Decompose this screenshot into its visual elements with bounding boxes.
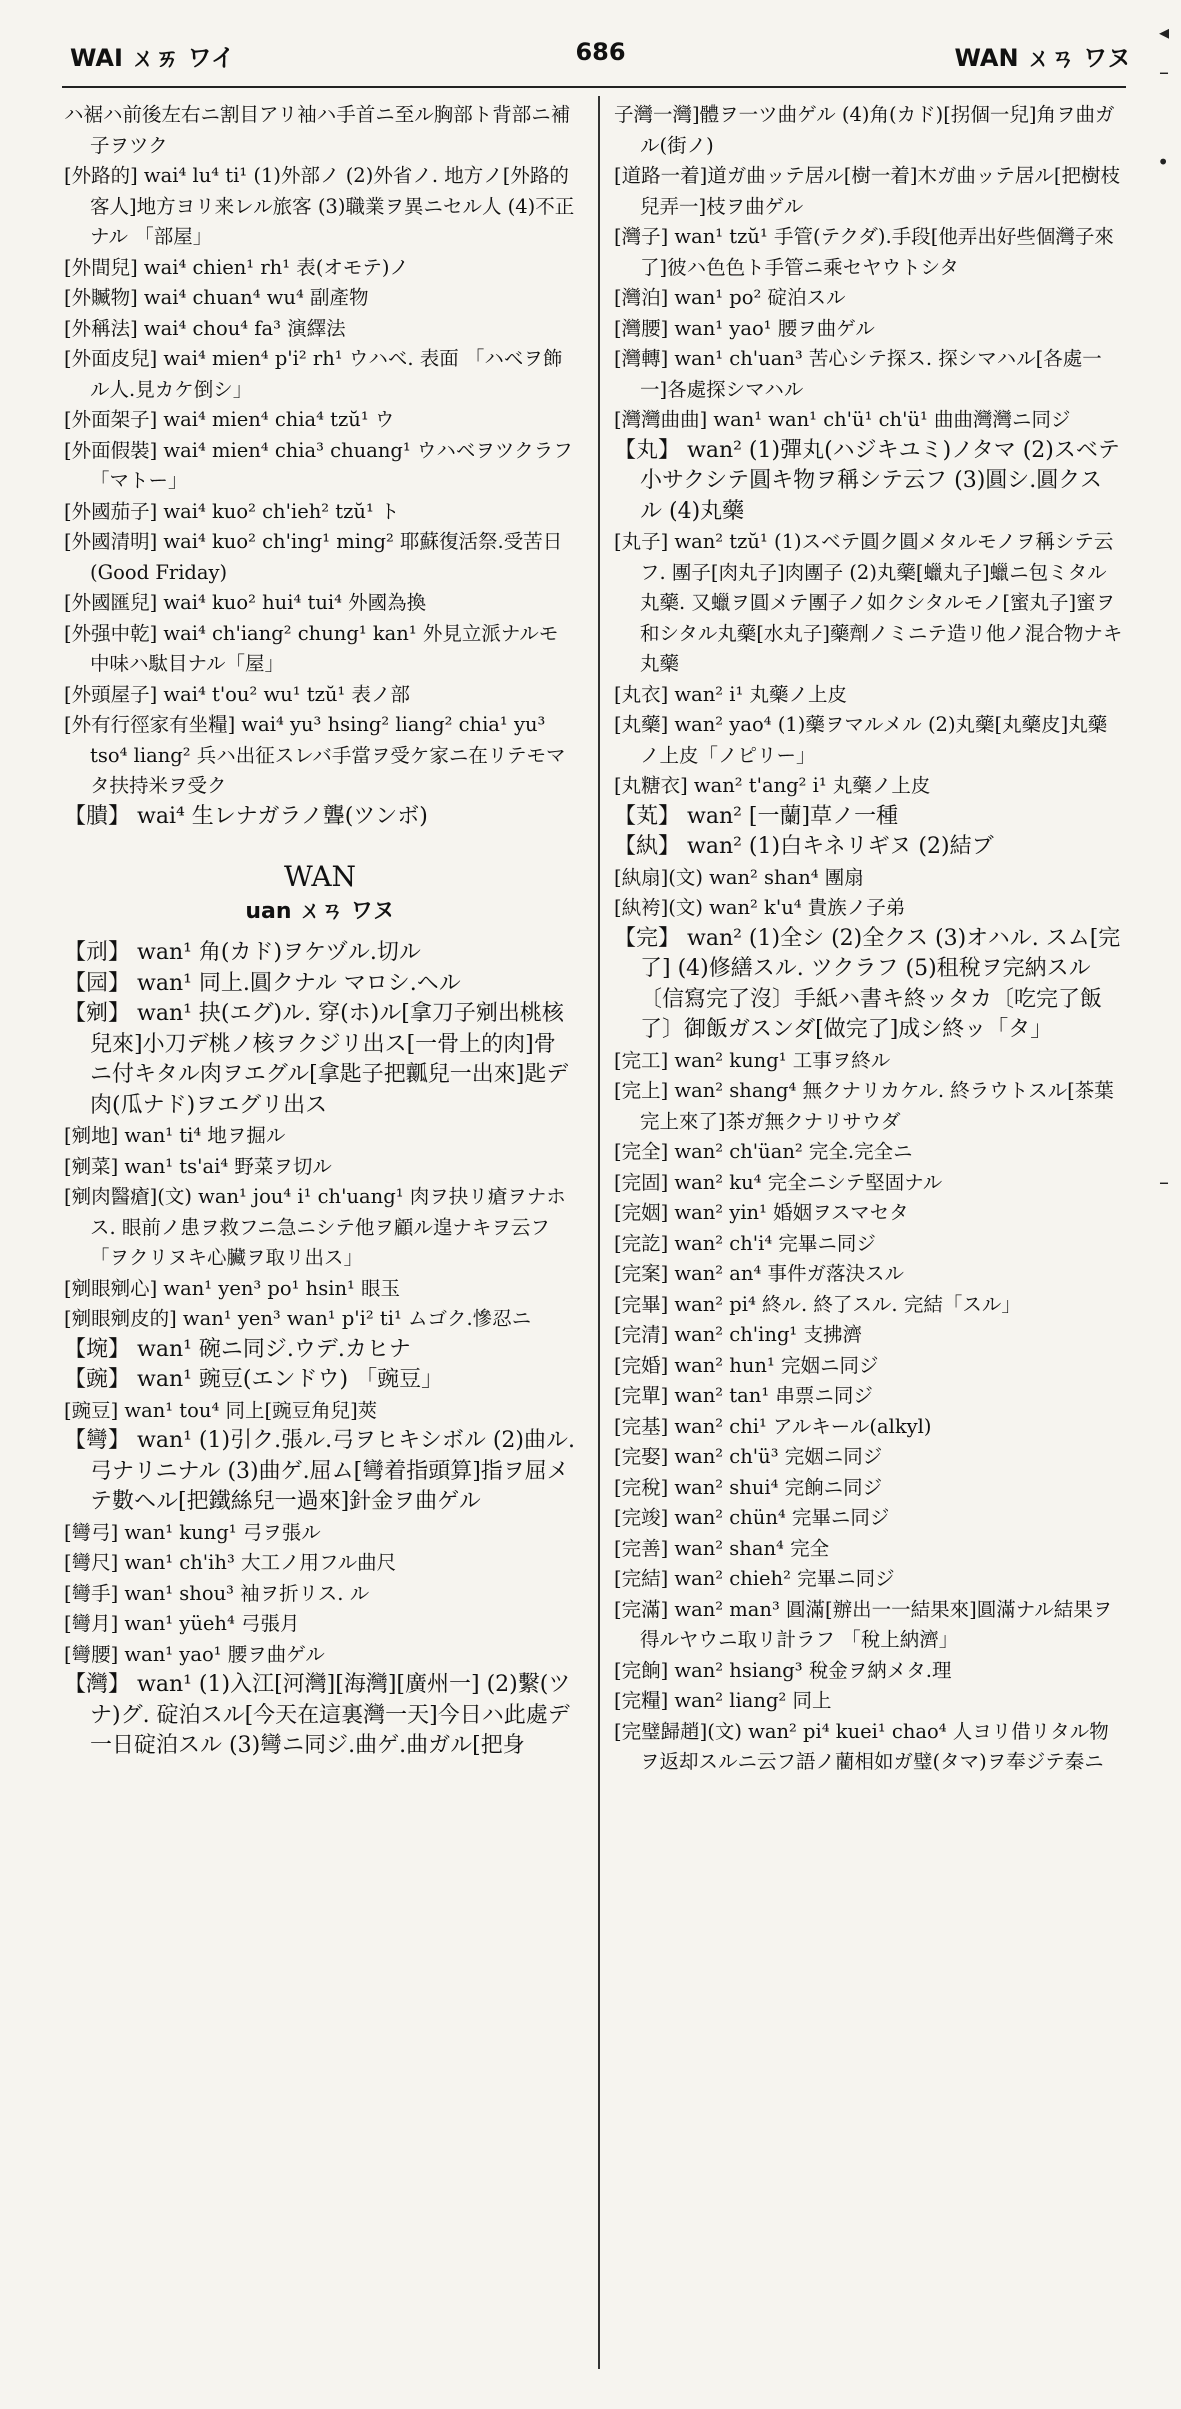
margin-marks (1149, 20, 1173, 2020)
section-title: WAN (283, 860, 357, 893)
dictionary-entry: [完固] wan² ku⁴ 完全ニシテ堅固ナル (614, 1170, 943, 1194)
dictionary-entry: [彎月] wan¹ yüeh⁴ 弓張月 (64, 1612, 300, 1635)
page-number: 686 (575, 38, 626, 66)
dictionary-entry: 【豌】 wan¹ 豌豆(エンドウ) 「豌豆」 (64, 1367, 444, 1392)
dictionary-entry: [剜眼剜心] wan¹ yen³ po¹ hsin¹ 眼玉 (64, 1276, 401, 1300)
dictionary-entry: [完基] wan² chi¹ アルキール(alkyl) (614, 1414, 932, 1438)
dictionary-entry: [剜眼剜皮的] wan¹ yen³ wan¹ p'i² ti¹ ムゴク.慘忍ニ (64, 1307, 532, 1330)
dictionary-entry: [丸糖衣] wan² t'ang² i¹ 丸藥ノ上皮 (614, 774, 931, 797)
dictionary-entry: [外國匯兒] wai⁴ kuo² hui⁴ tui⁴ 外國為換 (64, 591, 427, 614)
margin-mark: • (1157, 150, 1169, 174)
dictionary-entry: [彎腰] wan¹ yao¹ 腰ヲ曲ゲル (64, 1642, 325, 1666)
dictionary-entry: 【园】 wan¹ 同上.圓クナル マロシ.ヘル (64, 970, 461, 996)
dictionary-entry: 子灣一灣]體ヲ一ツ曲ゲル (4)角(カド)[拐個一兒]角ヲ曲ガル(街ノ) (614, 103, 1115, 157)
margin-mark: ◂ (1158, 20, 1169, 44)
dictionary-entry: [完稅] wan² shui⁴ 完餉ニ同ジ (614, 1475, 883, 1499)
dictionary-entry: 【完】 wan² (1)全シ (2)全クス (3)オハル. スム[完了] (4)修繕スル. ツクラフ (5)租稅ヲ完納スル 〔信寫完了沒〕手紙ハ書キ終ッタカ〔吃完了飯了〕御飯ガスンダ[做完了]成シ終ッ「タ」 (614, 925, 1121, 1042)
dictionary-entry: [丸子] wan² tzŭ¹ (1)スベテ圓ク圓メタルモノヲ稱シテ云フ. 團子[肉丸子]肉團子 (2)丸藥[蠟丸子]蠟ニ包ミタル丸藥. 又蠟ヲ圓メテ團子ノ如クシタルモノ[蜜丸子]蜜ヲ和シタル丸藥[水丸子]藥劑ノミニテ造リ他ノ混合物ナキ丸藥 (614, 530, 1123, 675)
dictionary-entry: [外有行徑家有坐糧] wai⁴ yu³ hsing² liang² chia¹ yu³ tso⁴ liang² 兵ハ出征スレバ手當ヲ受ケ家ニ在リテモマタ扶持米ヲ受ク (64, 713, 566, 797)
dictionary-entry: ハ裾ハ前後左右ニ割目アリ袖ハ手首ニ至ル胸部ト背部ニ補子ヲツク (64, 103, 571, 157)
dictionary-entry: [灣腰] wan¹ yao¹ 腰ヲ曲ゲル (614, 316, 875, 340)
dictionary-entry: [完畢] wan² pi⁴ 終ル. 終了スル. 完結「スル」 (614, 1292, 1021, 1316)
dictionary-entry: [道路一着]道ガ曲ッテ居ル[樹一着]木ガ曲ッテ居ル[把樹枝兒弄一]枝ヲ曲ゲル (614, 164, 1121, 218)
dictionary-entry: [完上] wan² shang⁴ 無クナリカケル. 終ラウトスル[茶葉完上來了]茶ガ無クナリサウダ (614, 1079, 1114, 1133)
dictionary-entry: [外路的] wai⁴ lu⁴ ti¹ (1)外部ノ (2)外省ノ. 地方ノ[外路的客人]地方ヨリ来レル旅客 (3)職業ヲ異ニセル人 (4)不正ナル 「部屋」 (64, 164, 575, 248)
header-left-guide: WAI ㄨㄞ ワイ (70, 44, 235, 72)
dictionary-entry: [完結] wan² chieh² 完畢ニ同ジ (614, 1567, 895, 1590)
dictionary-entry: [外贓物] wai⁴ chuan⁴ wu⁴ 副產物 (64, 286, 369, 309)
dictionary-entry: 【彎】 wan¹ (1)引ク.張ル.弓ヲヒキシボル (2)曲ル.弓ナリニナル (3)曲ゲ.屈ム[彎着指頭算]指ヲ屈メテ數ヘル[把鐵絲兒一過來]針金ヲ曲ゲル (64, 1428, 576, 1514)
dictionary-entry: [完善] wan² shan⁴ 完全 (614, 1536, 830, 1560)
dictionary-entry: [紈扇](文) wan² shan⁴ 團扇 (614, 865, 864, 889)
dictionary-entry: [完糧] wan² liang² 同上 (614, 1689, 832, 1712)
dictionary-entry: [丸衣] wan² i¹ 丸藥ノ上皮 (614, 682, 848, 706)
dictionary-entry: 【刓】 wan¹ 角(カド)ヲケヅル.切ル (64, 940, 421, 965)
dictionary-entry: [外面架子] wai⁴ mien⁴ chia⁴ tzŭ¹ ウ (64, 408, 395, 431)
dictionary-entry: [彎尺] wan¹ ch'ih³ 大工ノ用フル曲尺 (64, 1551, 397, 1574)
dictionary-entry: [彎弓] wan¹ kung¹ 弓ヲ張ル (64, 1520, 321, 1544)
dictionary-entry: 【芄】 wan² [一蘭]草ノ一種 (614, 803, 899, 829)
header-rule (62, 86, 1126, 88)
dictionary-entry: [灣子] wan¹ tzŭ¹ 手管(テクダ).手段[他弄出好些個灣子來了]彼ハ色色ト手管ニ乘セヤウトシタ (614, 225, 1114, 279)
page-header (70, 38, 1131, 78)
margin-mark: – (1159, 1170, 1169, 1194)
dictionary-entry: [外國清明] wai⁴ kuo² ch'ing¹ ming² 耶蘇復活祭.受苦日(Good Friday) (64, 530, 563, 584)
dictionary-entry: [完婚] wan² hun¹ 完姻ニ同ジ (614, 1353, 879, 1377)
dictionary-entry: [外强中乾] wai⁴ ch'iang² chung¹ kan¹ 外見立派ナルモ中味ハ駄目ナル「屋」 (64, 621, 559, 675)
dictionary-entry: [外間兒] wai⁴ chien¹ rh¹ 表(オモテ)ノ (64, 255, 409, 279)
left-column (64, 100, 576, 2369)
dictionary-entry: [灣轉] wan¹ ch'uan³ 苦心シテ探ス. 探シマハル[各處一一]各處探シマハル (614, 347, 1102, 401)
dictionary-entry: [剜地] wan¹ ti⁴ 地ヲ掘ル (64, 1124, 286, 1147)
dictionary-entry: [外面假裝] wai⁴ mien⁴ chia³ chuang¹ ウハベヲツクラフ 「マトー」 (64, 438, 573, 492)
header-right-guide: WAN ㄨㄢ ワヌ (954, 44, 1131, 72)
dictionary-entry: 【丸】 wan² (1)彈丸(ハジキユミ)ノタマ (2)スベテ小サクシテ圓キ物ヲ稱シテ云フ (3)圓シ.圓クスル (4)丸藥 (614, 437, 1120, 524)
dictionary-entry: [剜肉醫瘡](文) wan¹ jou⁴ i¹ ch'uang¹ 肉ヲ抉リ瘡ヲナホス. 眼前ノ患ヲ救フニ急ニシテ他ヲ顧ル遑ナキヲ云フ 「ヲクリヌキ心臟ヲ取リ出ス」 (64, 1185, 566, 1269)
dictionary-entry: [外國茄子] wai⁴ kuo² ch'ieh² tzŭ¹ ト (64, 499, 400, 523)
dictionary-entry: [灣灣曲曲] wan¹ wan¹ ch'ü¹ ch'ü¹ 曲曲灣灣ニ同ジ (614, 408, 1071, 431)
dictionary-entry: 【灣】 wan¹ (1)入江[河灣][海灣][廣州一] (2)繫(ツナ)グ. 碇泊スル[今天在這裏灣一天]今日ハ此處デ一日碇泊スル (3)彎ニ同ジ.曲ゲ.曲ガル[把身 (64, 1672, 571, 1758)
dictionary-entry: [外稱法] wai⁴ chou⁴ fa³ 演繹法 (64, 316, 346, 340)
margin-mark: – (1159, 60, 1169, 84)
dictionary-entry: [完竣] wan² chün⁴ 完畢ニ同ジ (614, 1506, 890, 1529)
dictionary-entry: [剜菜] wan¹ ts'ai⁴ 野菜ヲ切ル (64, 1154, 332, 1178)
dictionary-entry: [完姻] wan² yin¹ 婚姻ヲスマセタ (614, 1201, 909, 1224)
section-subtitle: uan ㄨㄢ ワヌ (245, 899, 395, 924)
dictionary-entry: 【剜】 wan¹ 抉(エグ)ル. 穿(ホ)ル[拿刀子剜出桃核兒來]小刀デ桃ノ核ヲクジリ出ス[一骨上的肉]骨ニ付キタル肉ヲエグル[拿匙子把瓤兒一出來]匙デ肉(瓜ナド)ヲエグリ出ス (64, 1001, 569, 1118)
dictionary-entry: 【膭】 wai⁴ 生レナガラノ聾(ツンボ) (64, 803, 428, 829)
dictionary-entry: [灣泊] wan¹ po² 碇泊スル (614, 286, 846, 309)
right-column (614, 100, 1124, 2369)
left-entries-before (64, 100, 576, 832)
dictionary-entry: [丸藥] wan² yao⁴ (1)藥ヲマルメル (2)丸藥[丸藥皮]丸藥ノ上皮「ノピリー」 (614, 713, 1108, 767)
dictionary-entry: [完案] wan² an⁴ 事件ガ落決スル (614, 1262, 905, 1285)
left-entries-after (64, 938, 576, 1762)
column-divider (598, 96, 600, 2369)
dictionary-entry: 【埦】 wan¹ 碗ニ同ジ.ウデ.カヒナ (64, 1336, 411, 1362)
dictionary-entry: [完滿] wan² man³ 圓滿[辦出一一結果來]圓滿ナル結果ヲ得ルヤウニ取リ計ラフ 「稅上納濟」 (614, 1597, 1113, 1651)
dictionary-entry: [完全] wan² ch'üan² 完全.完全ニ (614, 1140, 913, 1163)
dictionary-entry: [完訖] wan² ch'i⁴ 完畢ニ同ジ (614, 1231, 876, 1255)
dictionary-entry: [紈袴](文) wan² k'u⁴ 貴族ノ子弟 (614, 896, 906, 919)
dictionary-entry: [完餉] wan² hsiang³ 稅金ヲ納メタ.理 (614, 1658, 952, 1682)
dictionary-entry: [完娶] wan² ch'ü³ 完姻ニ同ジ (614, 1445, 883, 1468)
dictionary-entry: [完璧歸趙](文) wan² pi⁴ kuei¹ chao⁴ 人ヨリ借リタル物ヲ返却スルニ云フ語ノ藺相如ガ璧(タマ)ヲ奉ジテ秦ニ (614, 1719, 1109, 1773)
dictionary-entry: [豌豆] wan¹ tou⁴ 同上[豌豆角兒]莢 (64, 1398, 378, 1422)
dictionary-entry: 【紈】 wan² (1)白キネリギヌ (2)結ブ (614, 834, 994, 859)
dictionary-entry: [外面皮兒] wai⁴ mien⁴ p'i² rh¹ ウハベ. 表面 「ハベヲ飾ル人.見カケ倒シ」 (64, 347, 563, 401)
dictionary-entry: [完單] wan² tan¹ 串票ニ同ジ (614, 1384, 873, 1407)
dictionary-entry: [外頭屋子] wai⁴ t'ou² wu¹ tzŭ¹ 表ノ部 (64, 682, 410, 706)
dictionary-entry: [彎手] wan¹ shou³ 袖ヲ折リス. ル (64, 1581, 370, 1605)
dictionary-entry: [完工] wan² kung¹ 工事ヲ終ル (614, 1048, 891, 1072)
dictionary-entry: [完清] wan² ch'ing¹ 支拂濟 (614, 1323, 862, 1346)
